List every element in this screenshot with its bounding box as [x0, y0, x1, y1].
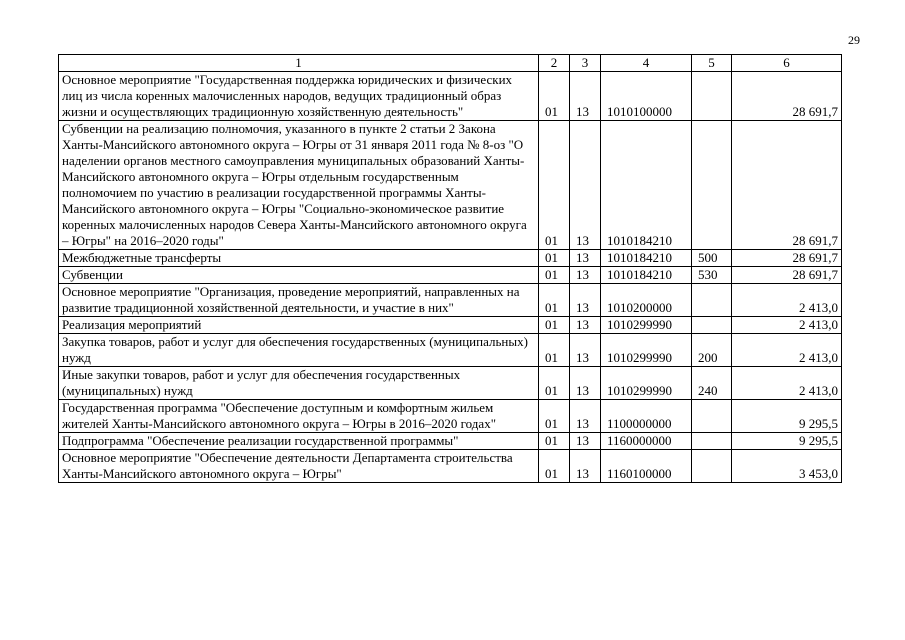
row-section-code: 01: [539, 317, 570, 334]
row-target-code: 1010299990: [601, 317, 692, 334]
row-amount: 3 453,0: [732, 450, 842, 483]
row-subsection-code: 13: [570, 317, 601, 334]
row-description: Иные закупки товаров, работ и услуг для обеспечения государственных (муниципальных) нужд: [59, 367, 539, 400]
row-amount: 9 295,5: [732, 400, 842, 433]
row-amount: 28 691,7: [732, 250, 842, 267]
row-expense-type: [692, 121, 732, 250]
row-expense-type: 500: [692, 250, 732, 267]
row-description: Подпрограмма "Обеспечение реализации государственной программы": [59, 433, 539, 450]
row-subsection-code: 13: [570, 267, 601, 284]
row-amount: 9 295,5: [732, 433, 842, 450]
row-subsection-code: 13: [570, 400, 601, 433]
row-expense-type: [692, 284, 732, 317]
row-expense-type: [692, 450, 732, 483]
table-row: [59, 334, 842, 367]
row-target-code: 1160000000: [601, 433, 692, 450]
header-col-3: 3: [570, 55, 601, 72]
row-subsection-code: 13: [570, 367, 601, 400]
row-target-code: 1010299990: [601, 334, 692, 367]
row-section-code: 01: [539, 267, 570, 284]
table-body: [59, 72, 842, 483]
row-target-code: 1010184210: [601, 250, 692, 267]
row-amount: 28 691,7: [732, 72, 842, 121]
row-amount: 2 413,0: [732, 367, 842, 400]
row-amount: 2 413,0: [732, 317, 842, 334]
row-amount: 28 691,7: [732, 121, 842, 250]
row-section-code: 01: [539, 121, 570, 250]
page-number: 29: [848, 33, 860, 47]
row-description: Субвенции: [59, 267, 539, 284]
row-description: Государственная программа "Обеспечение доступным и комфортным жильем жителей Ханты-Мансийского автономного округа – Югры в 2016–2020 годах": [59, 400, 539, 433]
row-description: Основное мероприятие "Обеспечение деятельности Департамента строительства Ханты-Мансийского автономного округа – Югры": [59, 450, 539, 483]
row-amount: 2 413,0: [732, 334, 842, 367]
table-row: [59, 267, 842, 284]
row-expense-type: 200: [692, 334, 732, 367]
row-section-code: 01: [539, 450, 570, 483]
table-row: [59, 284, 842, 317]
header-col-6: 6: [732, 55, 842, 72]
row-subsection-code: 13: [570, 450, 601, 483]
header-col-2: 2: [539, 55, 570, 72]
table-row: [59, 317, 842, 334]
row-target-code: 1010299990: [601, 367, 692, 400]
row-description: Основное мероприятие "Организация, проведение мероприятий, направленных на развитие традиционной хозяйственной деятельности, и участие в них": [59, 284, 539, 317]
header-col-4: 4: [601, 55, 692, 72]
table-row: [59, 250, 842, 267]
row-subsection-code: 13: [570, 284, 601, 317]
row-expense-type: 240: [692, 367, 732, 400]
row-expense-type: [692, 400, 732, 433]
row-expense-type: [692, 317, 732, 334]
row-target-code: 1010184210: [601, 121, 692, 250]
row-subsection-code: 13: [570, 121, 601, 250]
row-description: Реализация мероприятий: [59, 317, 539, 334]
table-row: [59, 121, 842, 250]
budget-table: [58, 54, 842, 483]
row-amount: 2 413,0: [732, 284, 842, 317]
table-row: [59, 400, 842, 433]
table-row: [59, 367, 842, 400]
row-section-code: 01: [539, 433, 570, 450]
row-section-code: 01: [539, 72, 570, 121]
row-description: Основное мероприятие "Государственная поддержка юридических и физических лиц из числа коренных малочисленных народов, ведущих традиционный образ жизни и осуществляющих традиционную хозяйственную деятельность": [59, 72, 539, 121]
table-row: [59, 433, 842, 450]
row-description: Субвенции на реализацию полномочия, указанного в пункте 2 статьи 2 Закона Ханты-Мансийского автономного округа – Югры от 31 января 2011 года № 8-оз "О наделении органов местного самоуправления муниципальных образований Ханты-Мансийского автономного округа – Югры отдельным государственным полномочием по участию в реализации государственной программы Ханты-Мансийского автономного округа – Югры "Социально-экономическое развитие коренных малочисленных народов Севера Ханты-Мансийского автономного округа – Югры" на 2016–2020 годы": [59, 121, 539, 250]
header-col-1: 1: [59, 55, 539, 72]
row-target-code: 1100000000: [601, 400, 692, 433]
row-target-code: 1160100000: [601, 450, 692, 483]
row-subsection-code: 13: [570, 72, 601, 121]
row-target-code: 1010100000: [601, 72, 692, 121]
row-section-code: 01: [539, 250, 570, 267]
row-target-code: 1010184210: [601, 267, 692, 284]
table-row: [59, 450, 842, 483]
table-row: [59, 72, 842, 121]
row-subsection-code: 13: [570, 250, 601, 267]
row-expense-type: 530: [692, 267, 732, 284]
row-amount: 28 691,7: [732, 267, 842, 284]
header-row: [59, 55, 842, 72]
row-subsection-code: 13: [570, 433, 601, 450]
header-col-5: 5: [692, 55, 732, 72]
row-expense-type: [692, 72, 732, 121]
row-target-code: 1010200000: [601, 284, 692, 317]
row-section-code: 01: [539, 284, 570, 317]
row-description: Межбюджетные трансферты: [59, 250, 539, 267]
row-section-code: 01: [539, 334, 570, 367]
row-expense-type: [692, 433, 732, 450]
row-subsection-code: 13: [570, 334, 601, 367]
row-description: Закупка товаров, работ и услуг для обеспечения государственных (муниципальных) нужд: [59, 334, 539, 367]
row-section-code: 01: [539, 367, 570, 400]
row-section-code: 01: [539, 400, 570, 433]
